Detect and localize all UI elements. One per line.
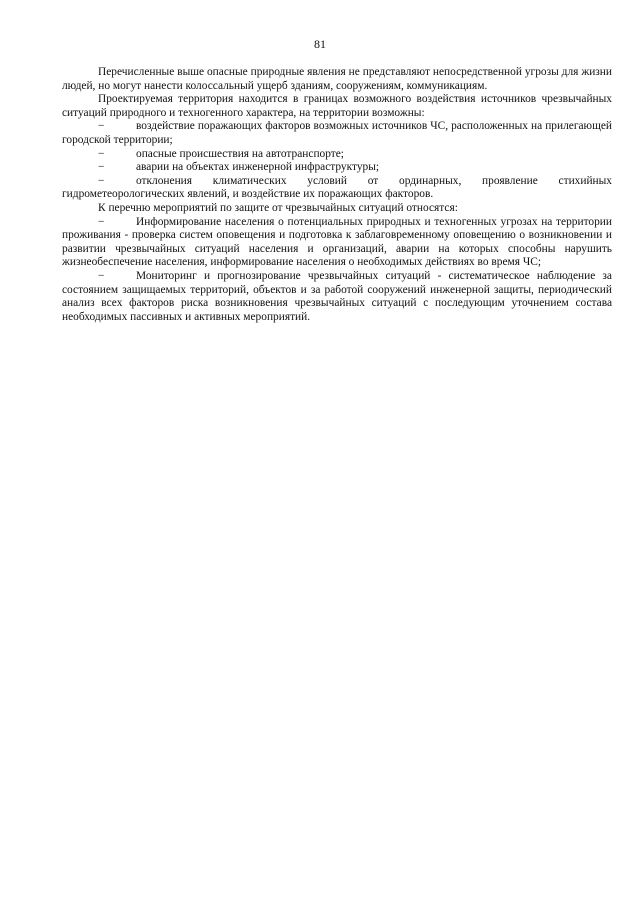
paragraph-measures-intro: К перечню мероприятий по защите от чрезвычайных ситуаций относятся:	[98, 201, 458, 214]
document-body	[62, 66, 612, 324]
dash-marker: −	[98, 215, 105, 228]
paragraph-hazards-summary: Перечисленные выше опасные природные явления не представляют непосредственной угрозы для жизни людей, но могут нанести колоссальный ущерб зданиям, сооружениям, коммуникациям.	[62, 66, 612, 92]
dash-marker: −	[98, 120, 105, 133]
list-item-text: воздействие поражающих факторов возможных источников ЧС, расположенных на прилегающей городской территории;	[62, 120, 612, 146]
page-number: 81	[314, 37, 326, 51]
list-item	[62, 270, 612, 324]
list-item-text: Мониторинг и прогнозирование чрезвычайных ситуаций - систематическое наблюдение за состоянием защищаемых территорий, объектов и за работой сооружений инженерной защиты, периодический анализ всех факторов риска возникновения чрезвычайных ситуаций с последующим уточнением состава необходимых пассивных и активных мероприятий.	[62, 269, 612, 323]
dash-marker: −	[98, 269, 105, 282]
list-item	[62, 148, 612, 162]
paragraph-territory-exposure: Проектируемая территория находится в границах возможного воздействия источников чрезвычайных ситуаций природного и техногенного характера, на территории возможны:	[62, 93, 612, 119]
list-item-text: отклонения климатических условий от ординарных, проявление стихийных гидрометеорологических явлений, и воздействие их поражающих факторов.	[62, 174, 612, 201]
list-item	[62, 175, 612, 202]
dash-marker: −	[98, 174, 105, 187]
list-item	[62, 216, 612, 270]
dash-marker: −	[98, 147, 105, 160]
list-item-text: аварии на объектах инженерной инфраструктуры;	[136, 161, 380, 174]
list-item	[62, 120, 612, 147]
dash-marker: −	[98, 161, 105, 174]
list-item	[62, 161, 612, 175]
list-item-text: опасные происшествия на автотранспорте;	[136, 147, 344, 160]
list-item-text: Информирование населения о потенциальных природных и техногенных угрозах на территории проживания - проверка систем оповещения и подготовка к заблаговременному оповещению о возникновении и развитии чрезвычайных ситуаций населения и организаций, аварии на которых способны нарушить жизнеобеспечение населения, информирование населения о необходимых действиях во время ЧС;	[62, 215, 612, 269]
